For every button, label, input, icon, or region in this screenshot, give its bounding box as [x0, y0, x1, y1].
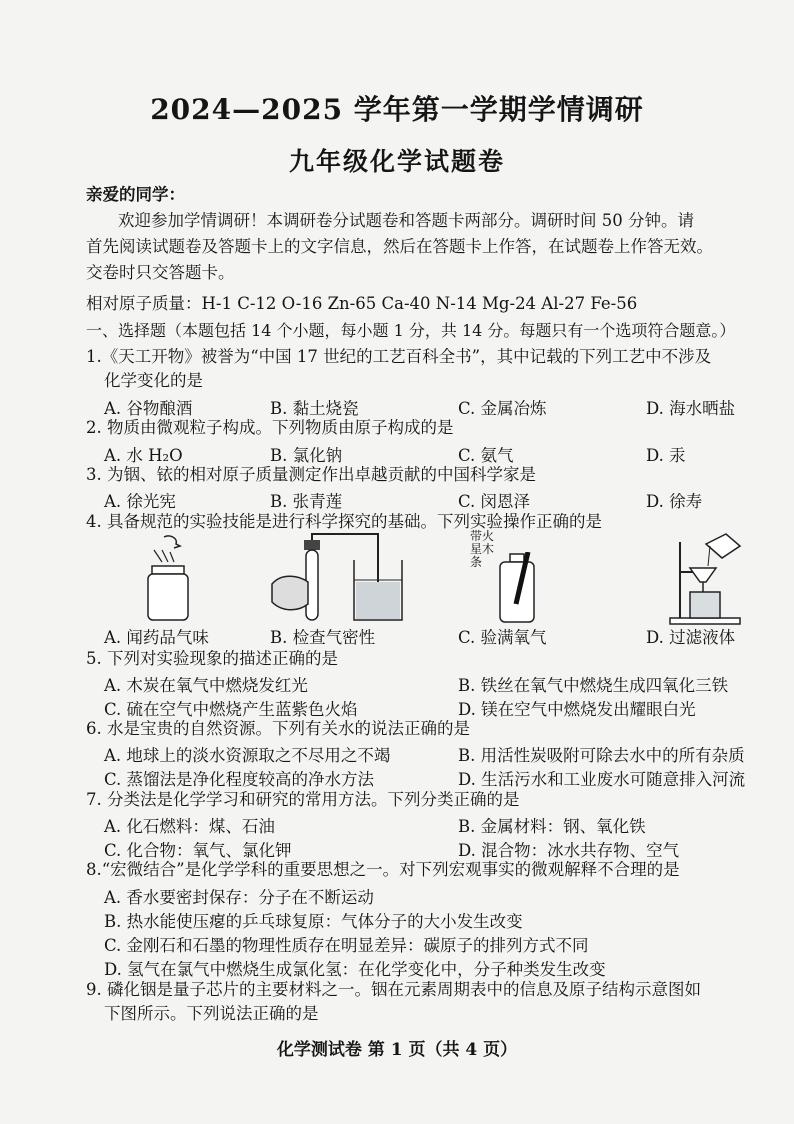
q3-stem: 3. 为铟、铱的相对原子质量测定作出卓越贡献的中国科学家是 — [86, 465, 536, 484]
q9-stem-2: 下图所示。下列说法正确的是 — [104, 1004, 319, 1023]
q8-stem: 8.“宏微结合”是化学学科的重要思想之一。对下列宏观事实的微观解释不合理的是 — [86, 860, 680, 879]
q4-image-label: 带火星木条 — [470, 529, 495, 569]
q6-option-d: D. 生活污水和工业废水可随意排入河流 — [458, 770, 746, 789]
q3-option-b: B. 张青莲 — [270, 492, 343, 511]
q3-option-a: A. 徐光宪 — [104, 492, 176, 511]
q4-option-a: A. 闻药品气味 — [104, 628, 209, 647]
q6-option-c: C. 蒸馏法是净化程度较高的净水方法 — [104, 770, 375, 789]
q6-option-b: B. 用活性炭吸附可除去水中的所有杂质 — [458, 746, 745, 765]
q6-stem: 6. 水是宝贵的自然资源。下列有关水的说法正确的是 — [86, 719, 470, 738]
q6-option-a: A. 地球上的淡水资源取之不尽用之不竭 — [104, 746, 391, 765]
q9-stem-1: 9. 磷化铟是量子芯片的主要材料之一。铟在元素周期表中的信息及原子结构示意图如 — [86, 980, 701, 999]
filtration-illustration — [660, 532, 750, 627]
q1-option-d: D. 海水晒盐 — [646, 399, 736, 418]
q5-option-c: C. 硫在空气中燃烧产生蓝紫色火焰 — [104, 700, 358, 719]
q2-option-c: C. 氨气 — [458, 446, 514, 465]
q2-option-b: B. 氯化钠 — [270, 446, 343, 465]
q7-stem: 7. 分类法是化学学习和研究的常用方法。下列分类正确的是 — [86, 790, 520, 809]
q7-option-b: B. 金属材料：钢、氧化铁 — [458, 817, 646, 836]
intro-line-3: 交卷时只交答题卡。 — [86, 263, 235, 282]
airtightness-check-illustration — [268, 532, 408, 627]
q4-option-b: B. 检查气密性 — [270, 628, 376, 647]
intro-line-1: 欢迎参加学情调研！本调研卷分试题卷和答题卡两部分。调研时间 50 分钟。请 — [118, 211, 694, 230]
page-subtitle: 九年级化学试题卷 — [288, 147, 505, 176]
intro-line-2: 首先阅读试题卷及答题卡上的文字信息，然后在答题卡上作答，在试题卷上作答无效。 — [86, 237, 713, 256]
q7-option-d: D. 混合物：冰水共存物、空气 — [458, 841, 680, 860]
q5-option-d: D. 镁在空气中燃烧发出耀眼白光 — [458, 700, 696, 719]
q2-option-d: D. 汞 — [646, 446, 686, 465]
greeting: 亲爱的同学： — [86, 185, 185, 204]
page-title: 2024—2025 学年第一学期学情调研 — [150, 93, 644, 126]
q5-option-b: B. 铁丝在氧气中燃烧生成四氧化三铁 — [458, 676, 729, 695]
q2-stem: 2. 物质由微观粒子构成。下列物质由原子构成的是 — [86, 418, 454, 437]
q1-option-b: B. 黏土烧瓷 — [270, 399, 359, 418]
q5-option-a: A. 木炭在氧气中燃烧发红光 — [104, 676, 308, 695]
q4-option-d: D. 过滤液体 — [646, 628, 736, 647]
q4-option-c: C. 验满氧气 — [458, 628, 547, 647]
q1-stem-2: 化学变化的是 — [104, 371, 203, 390]
q8-option-b: B. 热水能使压瘪的乒乓球复原：气体分子的大小发生改变 — [104, 912, 523, 931]
section-heading: 一、选择题（本题包括 14 个小题，每小题 1 分，共 14 分。每题只有一个选项符合题意。） — [86, 321, 736, 340]
q8-option-d: D. 氢气在氯气中燃烧生成氯化氢：在化学变化中，分子种类发生改变 — [104, 960, 606, 979]
q8-option-c: C. 金刚石和石墨的物理性质存在明显差异：碳原子的排列方式不同 — [104, 936, 589, 955]
q4-stem: 4. 具备规范的实验技能是进行科学探究的基础。下列实验操作正确的是 — [86, 512, 602, 531]
page-footer: 化学测试卷 第 1 页（共 4 页） — [276, 1040, 518, 1060]
q2-option-a: A. 水 H₂O — [104, 446, 183, 465]
q8-option-a: A. 香水要密封保存：分子在不断运动 — [104, 888, 374, 907]
q3-option-c: C. 闵恩泽 — [458, 492, 531, 511]
q1-option-c: C. 金属冶炼 — [458, 399, 547, 418]
smell-reagent-illustration — [140, 532, 200, 622]
q5-stem: 5. 下列对实验现象的描述正确的是 — [86, 649, 338, 668]
atomic-masses: 相对原子质量：H-1 C-12 O-16 Zn-65 Ca-40 N-14 Mg-24 Al-27 Fe-56 — [86, 294, 638, 313]
q1-option-a: A. 谷物酿酒 — [104, 399, 193, 418]
q3-option-d: D. 徐寿 — [646, 492, 703, 511]
q1-stem-1: 1.《天工开物》被誉为“中国 17 世纪的工艺百科全书”，其中记载的下列工艺中不涉及 — [86, 347, 712, 366]
q7-option-a: A. 化石燃料：煤、石油 — [104, 817, 275, 836]
q7-option-c: C. 化合物：氧气、氯化钾 — [104, 841, 292, 860]
